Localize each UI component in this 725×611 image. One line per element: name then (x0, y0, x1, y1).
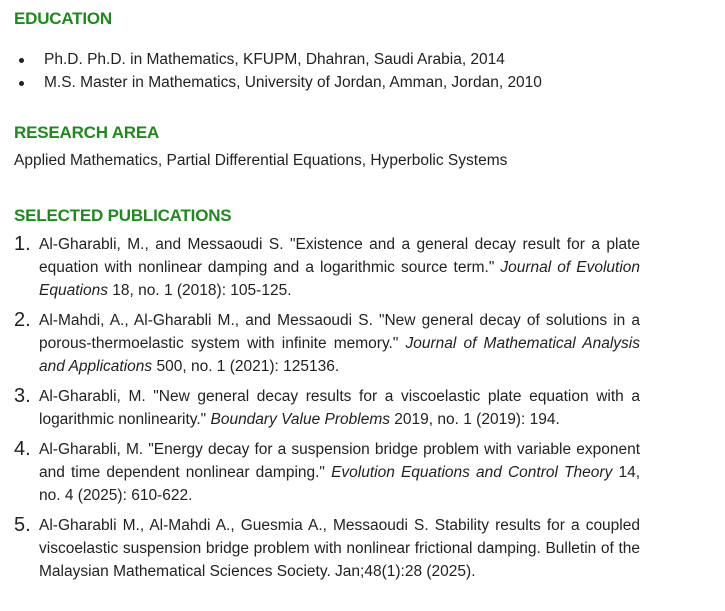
publication-journal: Journal of Mathematical Analysis and Applications (39, 335, 641, 375)
education-list (0, 48, 542, 94)
publication-item (0, 233, 640, 302)
publication-journal: Evolution Equations and Control Theory (331, 464, 613, 481)
education-item (0, 48, 542, 71)
publication-number: 1. (14, 233, 31, 255)
publication-details: 2019, no. 1 (2019): 194. (389, 411, 560, 428)
research-heading: RESEARCH AREA (14, 123, 160, 142)
publication-number: 2. (14, 309, 31, 331)
publication-citation: Al-Gharabli M., Al-Mahdi A., Guesmia A., Messaoudi S. Stability results for a coupled viscoelastic suspension bridge problem with nonlinear frictional damping. Bulletin of the Malaysian Mathematical Sciences Society. Jan;48(1):28 (2025). (39, 517, 640, 580)
publication-details: 18, no. 1 (2018): 105-125. (107, 282, 292, 299)
publication-item (0, 438, 640, 507)
publication-citation: Al-Gharabli, M. "Energy decay for a suspension bridge problem with variable exponent and time dependent nonlinear damping." (39, 441, 640, 481)
bullet-icon (19, 81, 24, 86)
publication-citation: Al-Gharabli, M. "New general decay results for a viscoelastic plate equation with a logarithmic nonlinearity." (39, 388, 640, 428)
publication-details: 14, no. 4 (2025): 610-622. (39, 464, 640, 504)
publication-number: 5. (14, 514, 31, 536)
publication-item (0, 309, 640, 378)
publication-details: 500, no. 1 (2021): 125136. (152, 358, 340, 375)
education-item (0, 71, 542, 94)
education-heading: EDUCATION (14, 9, 112, 28)
education-item-text: Ph.D. Ph.D. in Mathematics, KFUPM, Dhahran, Saudi Arabia, 2014 (44, 51, 505, 68)
publication-journal: Journal of Evolution Equations (39, 259, 640, 299)
publications-list (0, 233, 640, 590)
education-item-text: M.S. Master in Mathematics, University of Jordan, Amman, Jordan, 2010 (44, 74, 542, 91)
research-text: Applied Mathematics, Partial Differential Equations, Hyperbolic Systems (14, 152, 508, 169)
bullet-icon (19, 58, 24, 63)
publication-number: 3. (14, 385, 31, 407)
publication-journal: Boundary Value Problems (210, 411, 390, 428)
publication-item (0, 385, 640, 431)
publication-item (0, 514, 640, 583)
publication-citation: Al-Gharabli, M., and Messaoudi S. "Existence and a general decay result for a plate equation with nonlinear damping and a logarithmic source term." (39, 236, 640, 276)
publication-number: 4. (14, 438, 31, 460)
publication-citation: Al-Mahdi, A., Al-Gharabli M., and Messaoudi S. "New general decay of solutions in a porous-thermoelastic system with infinite memory." (39, 312, 640, 352)
publications-heading: SELECTED PUBLICATIONS (14, 206, 232, 225)
